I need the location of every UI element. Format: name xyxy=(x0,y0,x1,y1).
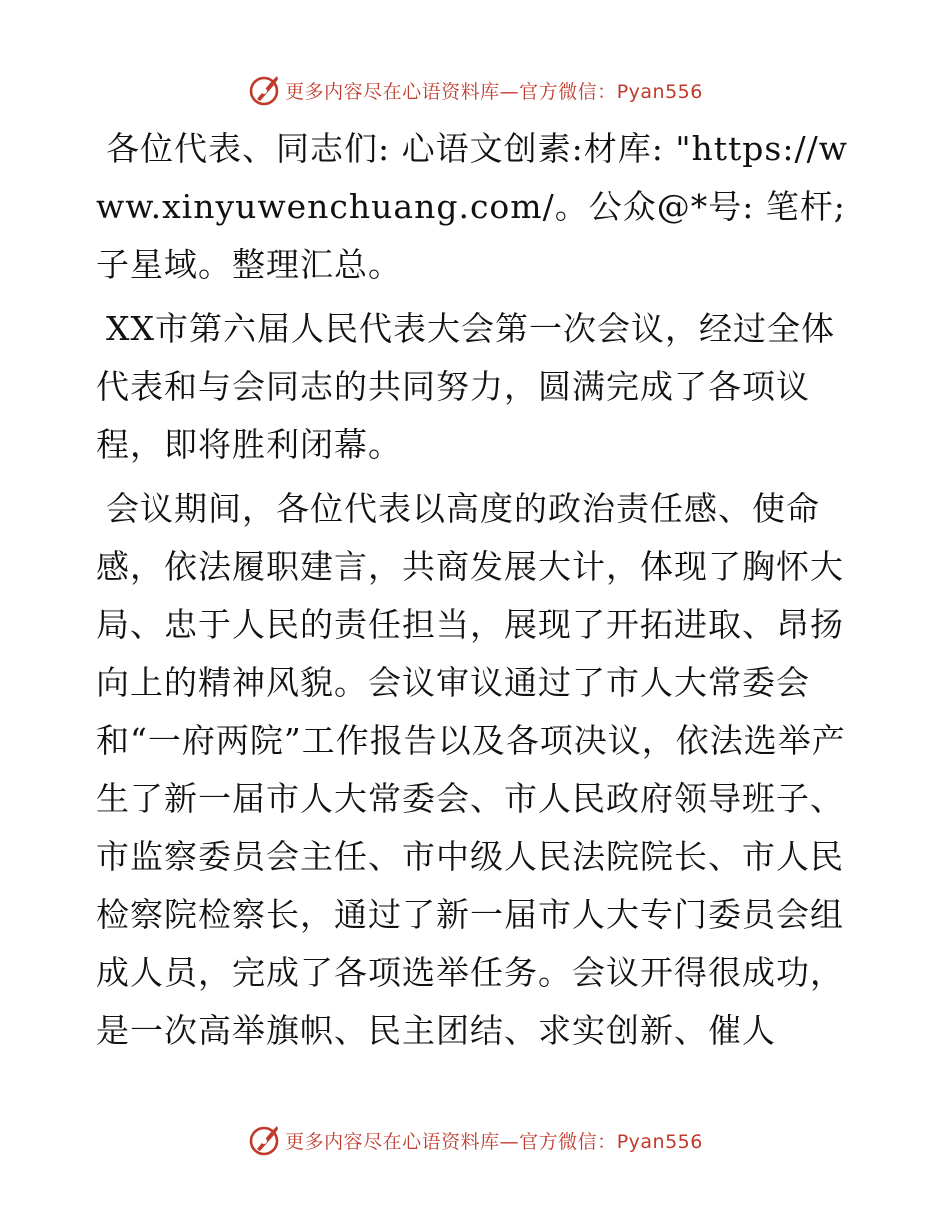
paragraph-session-summary: 会议期间，各位代表以高度的政治责任感、使命感，依法履职建言，共商发展大计，体现了胸怀大局、忠于人民的责任担当，展现了开拓进取、昂扬向上的精神风貌。会议审议通过了市人大常委会和“一府两院”工作报告以及各项决议，依法选举产生了新一届市人大常委会、市人民政府领导班子、市监察委员会主任、市中级人民法院院长、市人民检察院检察长，通过了新一届市人大专门委员会组成人员，完成了各项选举任务。会议开得很成功，是一次高举旗帜、民主团结、求实创新、催人 xyxy=(96,489,846,1050)
header-wechat-id: Pyan556 xyxy=(616,80,703,103)
header-banner xyxy=(0,68,950,112)
quill-pen-logo-icon xyxy=(247,73,281,107)
header-banner-slogan: 更多内容尽在心语资料库 xyxy=(285,80,500,103)
paragraph-opening: XX市第六届人民代表大会第一次会议，经过全体代表和与会同志的共同努力，圆满完成了各项议程，即将胜利闭幕。 xyxy=(96,309,835,464)
footer-wechat-label: 官方微信： xyxy=(519,1130,617,1153)
footer-banner xyxy=(0,1118,950,1162)
footer-banner-text xyxy=(285,1127,703,1154)
header-banner-text xyxy=(285,77,703,104)
header-wechat-label: 官方微信： xyxy=(519,80,617,103)
document-body xyxy=(96,120,866,1066)
footer-banner-separator: — xyxy=(499,1130,520,1153)
header-banner-separator: — xyxy=(499,80,520,103)
footer-wechat-id: Pyan556 xyxy=(616,1130,703,1153)
quill-pen-logo-icon xyxy=(247,1123,281,1157)
footer-banner-slogan: 更多内容尽在心语资料库 xyxy=(285,1130,500,1153)
paragraph-salutation: 各位代表、同志们: 心语文创素:材库: "https://www.xinyuwenchuang.com/。公众@*号: 笔杆;子星域。整理汇总。 xyxy=(96,129,848,284)
